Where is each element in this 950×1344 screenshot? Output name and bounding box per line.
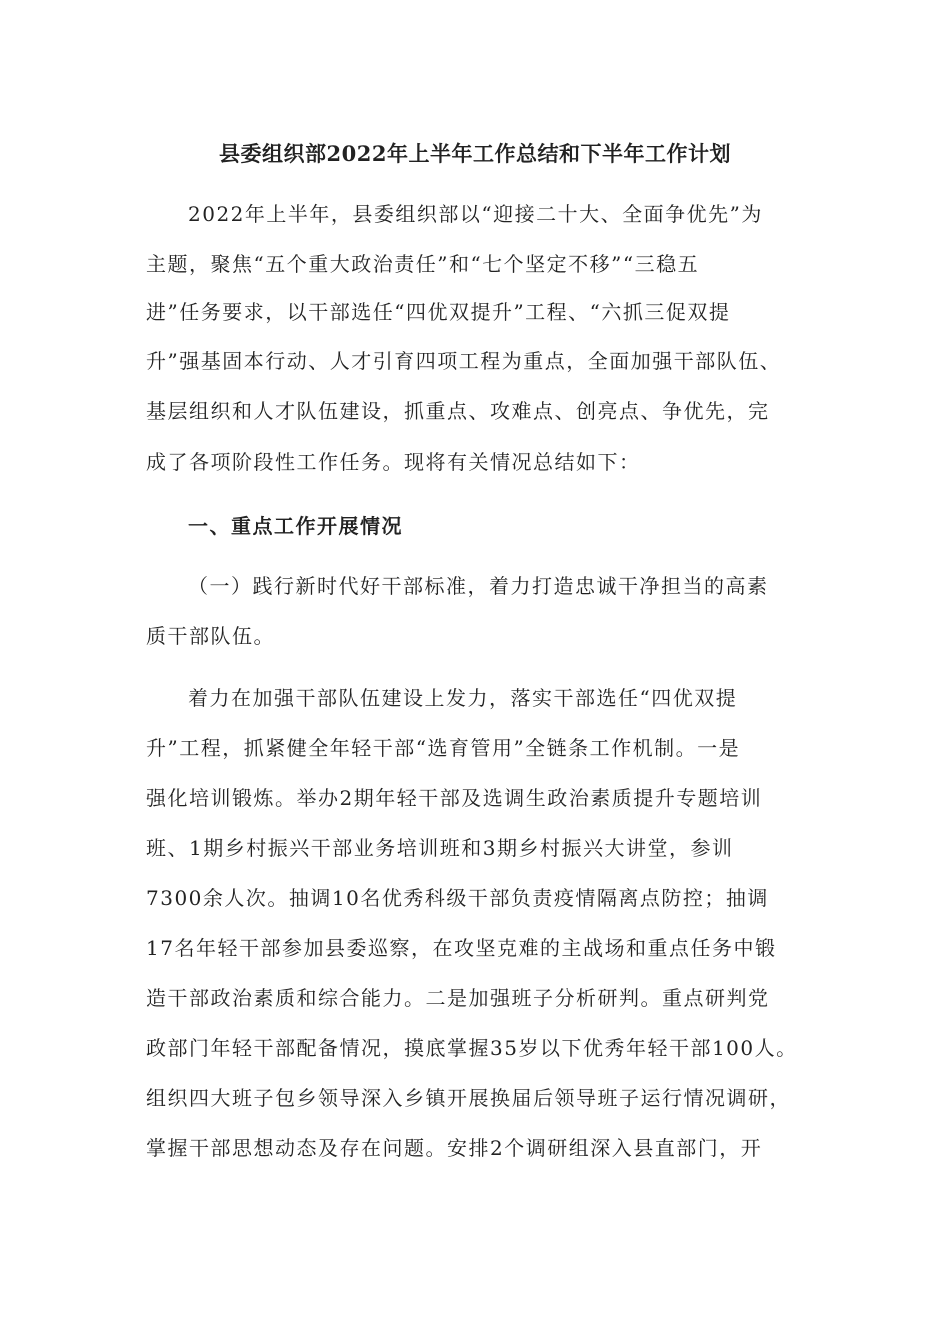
paragraph-line: 组织四大班子包乡领导深入乡镇开展换届后领导班子运行情况调研， (146, 1086, 791, 1110)
paragraph-line: 7300余人次。抽调10名优秀科级干部负责疫情隔离点防控；抽调 (146, 886, 769, 910)
section-heading: 一、重点工作开展情况 (188, 514, 403, 538)
paragraph-line: 强化培训锻炼。举办2期年轻干部及选调生政治素质提升专题培训 (146, 786, 763, 810)
paragraph-line: 2022年上半年，县委组织部以“迎接二十大、全面争优先”为 (188, 202, 763, 226)
paragraph-line: 17名年轻干部参加县委巡察，在攻坚克难的主战场和重点任务中锻 (146, 936, 777, 960)
subsection-heading: （一）践行新时代好干部标准，着力打造忠诚干净担当的高素 (188, 574, 769, 598)
paragraph-line: 进”任务要求，以干部选任“四优双提升”工程、“六抓三促双提 (146, 300, 731, 324)
subsection-heading-continued: 质干部队伍。 (146, 624, 275, 648)
document-title: 县委组织部2022年上半年工作总结和下半年工作计划 (219, 141, 731, 166)
paragraph-line: 升”强基固本行动、人才引育四项工程为重点，全面加强干部队伍、 (146, 349, 782, 373)
paragraph-line: 成了各项阶段性工作任务。现将有关情况总结如下： (146, 450, 641, 474)
paragraph-line: 政部门年轻干部配备情况，摸底掌握35岁以下优秀年轻干部100人。 (146, 1036, 798, 1060)
paragraph-line: 升”工程，抓紧健全年轻干部“选育管用”全链条工作机制。一是 (146, 736, 741, 760)
paragraph-line: 班、1期乡村振兴干部业务培训班和3期乡村振兴大讲堂，参训 (146, 836, 734, 860)
paragraph-line: 掌握干部思想动态及存在问题。安排2个调研组深入县直部门，开 (146, 1136, 763, 1160)
paragraph-line: 着力在加强干部队伍建设上发力，落实干部选任“四优双提 (188, 686, 738, 710)
paragraph-line: 主题，聚焦“五个重大政治责任”和“七个坚定不移”“三稳五 (146, 252, 700, 276)
paragraph-line: 基层组织和人才队伍建设，抓重点、攻难点、创亮点、争优先，完 (146, 399, 770, 423)
paragraph-line: 造干部政治素质和综合能力。二是加强班子分析研判。重点研判党 (146, 986, 770, 1010)
